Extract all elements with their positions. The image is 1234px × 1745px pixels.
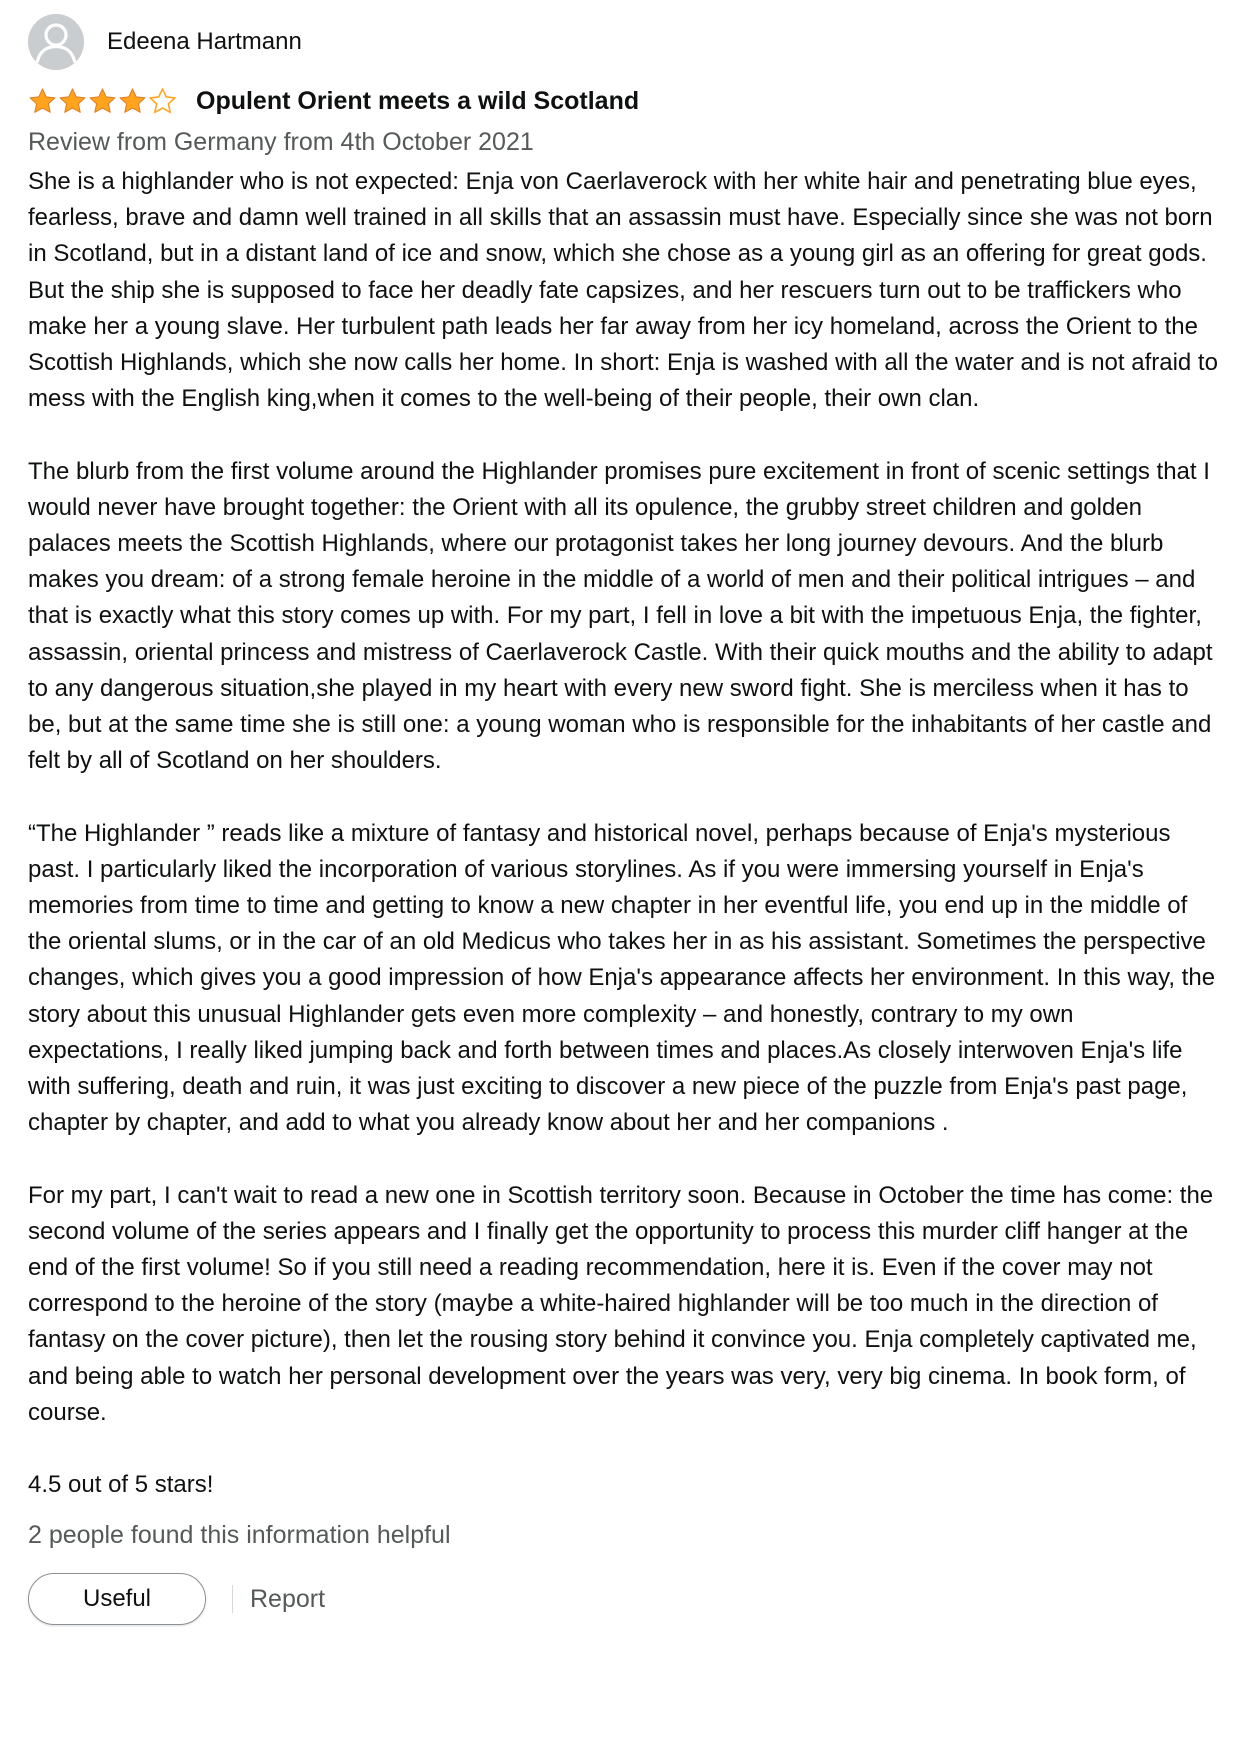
review-paragraph: She is a highlander who is not expected: Enja von Caerlaverock with her white hair and penetrating blue eyes, fearless, brave and damn well trained in all skills that an assassin must have. Especially since she was not born in Scotland, but in a distant land of ice and snow, which she chose as a young girl as an offering for great gods. But the ship she is supposed to face her deadly fate capsizes, and her rescuers turn out to be traffickers who make her a young slave. Her turbulent path leads her far away from her icy homeland, across the Orient to the Scottish Highlands, which she now calls her home. In short: Enja is washed with all the water and is not afraid to mess with the English king,when it comes to the well-being of their people, their own clan. <box>28 168 1218 413</box>
star-filled-icon <box>88 87 117 116</box>
reviewer-name[interactable]: Edeena Hartmann <box>107 28 302 55</box>
review-body <box>28 164 1218 1431</box>
action-divider <box>232 1585 233 1613</box>
review-title-row <box>28 84 1218 118</box>
rating-summary-text: 4.5 out of 5 stars! <box>28 1471 214 1499</box>
review-title[interactable]: Opulent Orient meets a wild Scotland <box>196 86 640 115</box>
useful-button[interactable]: Useful <box>28 1573 206 1625</box>
user-silhouette-icon <box>28 14 84 70</box>
review-paragraph: The blurb from the first volume around the Highlander promises pure excitement in front of scenic settings that I would never have brought together: the Orient with all its opulence, the grubby street children and golden palaces meets the Scottish Highlands, where our protagonist takes her long journey devours. And the blurb makes you dream: of a strong female heroine in the middle of a world of men and their political intrigues – and that is exactly what this story comes up with. For my part, I fell in love a bit with the impetuous Enja, the fighter, assassin, oriental princess and mistress of Caerlaverock Castle. With their quick mouths and the ability to adapt to any dangerous situation,she played in my heart with every new sword fight. She is merciless when it has to be, but at the same time she is still one: a young woman who is responsible for the inhabitants of her castle and felt by all of Scotland on her shoulders. <box>28 457 1213 775</box>
report-link[interactable]: Report <box>250 1584 326 1613</box>
review-paragraph: “The Highlander ” reads like a mixture of fantasy and historical novel, perhaps because of Enja's mysterious past. I particularly liked the incorporation of various storylines. As if you were immersing yourself in Enja's memories from time to time and getting to know a new chapter in her eventful life, you end up in the middle of the oriental slums, or in the car of an old Medicus who takes her in as his assistant. Sometimes the perspective changes, which gives you a good impression of how Enja's appearance affects her environment. In this way, the story about this unusual Highlander gets even more complexity – and honestly, contrary to my own expectations, I really liked jumping back and forth between times and places.As closely interwoven Enja's life with suffering, death and ruin, it was just exciting to discover a new piece of the puzzle from Enja's past page, chapter by chapter, and add to what you already know about her and her companions . <box>28 819 1216 1137</box>
star-filled-icon <box>28 87 57 116</box>
review-actions <box>28 1573 1218 1625</box>
star-filled-icon <box>58 87 87 116</box>
star-empty-icon <box>148 87 177 116</box>
helpful-count: 2 people found this information helpful <box>28 1521 451 1550</box>
review-paragraph: For my part, I can't wait to read a new one in Scottish territory soon. Because in October the time has come: the second volume of the series appears and I finally get the opportunity to process this murder cliff hanger at the end of the first volume! So if you still need a reading recommendation, here it is. Even if the cover may not correspond to the heroine of the story (maybe a white-haired highlander will be too much in the direction of fantasy on the cover picture), then let the rousing story behind it convince you. Enja completely captivated me, and being able to watch her personal development over the years was very, very big cinema. In book form, of course. <box>28 1181 1214 1426</box>
star-filled-icon <box>118 87 147 116</box>
reviewer-profile[interactable] <box>28 14 1218 70</box>
star-rating[interactable] <box>28 87 178 116</box>
review-date: Review from Germany from 4th October 2021 <box>28 128 534 156</box>
